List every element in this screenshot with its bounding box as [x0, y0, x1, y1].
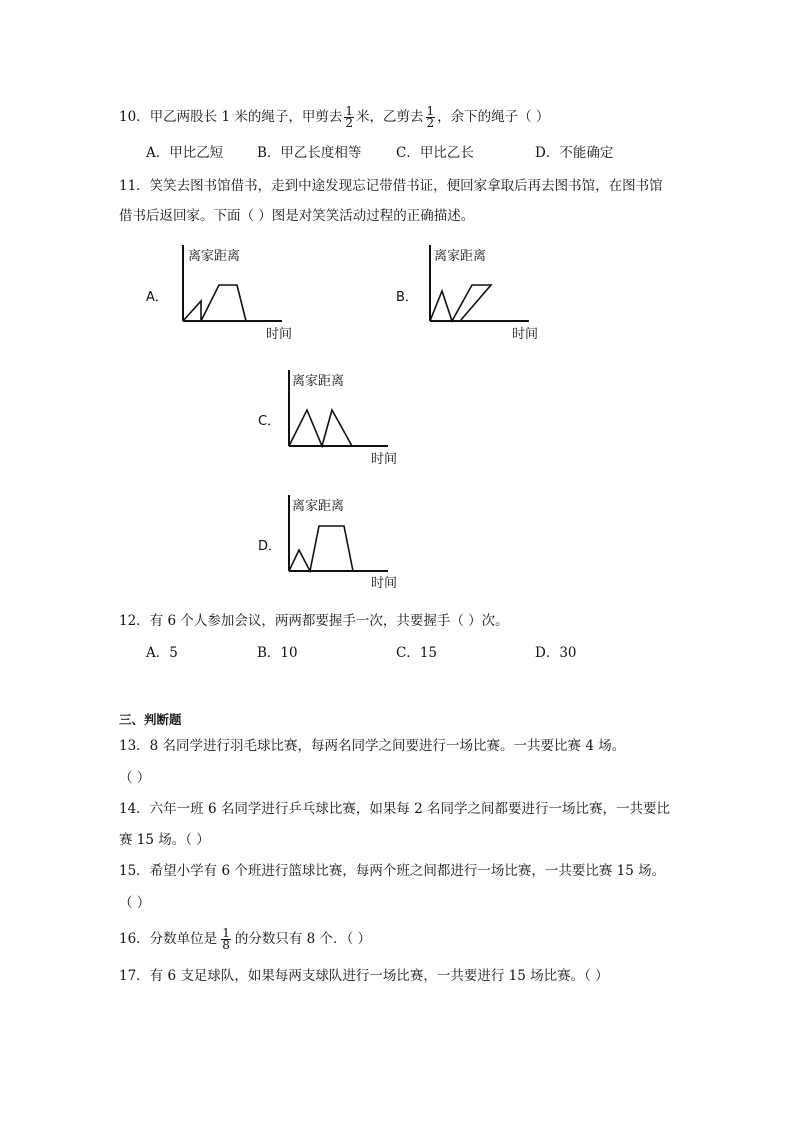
q16-suffix[interactable]: 的分数只有 8 个．（ ）: [234, 931, 372, 947]
graph-b-line: [430, 285, 491, 321]
q15-line-1: 15．希望小学有 6 个班进行篮球比赛，每两个班之间都进行一场比赛，一共要比赛 15 场。: [119, 863, 666, 879]
graph-d-letter[interactable]: D．: [258, 539, 282, 554]
graph-c-xlabel: 时间: [371, 452, 398, 467]
question-16: [119, 928, 371, 951]
q15-answer-blank[interactable]: （ ）: [119, 895, 151, 911]
q10-suffix: ，余下的绳子（ ）: [437, 109, 550, 125]
graph-d: [288, 495, 390, 573]
q12-option-b[interactable]: B．10: [257, 645, 298, 661]
graph-a-line: [183, 285, 246, 321]
q10-option-a[interactable]: A．甲比乙短: [146, 145, 224, 161]
q10-option-d[interactable]: D．不能确定: [535, 145, 614, 161]
graph-b: [429, 245, 531, 323]
question-10: [119, 106, 549, 129]
graph-d-ylabel: 离家距离: [292, 499, 345, 514]
q14-line-2[interactable]: 赛 15 场。（ ）: [119, 832, 210, 848]
graph-a-letter[interactable]: A．: [146, 290, 168, 305]
q14-line-1: 14．六年一班 6 名同学进行乒乓球比赛，如果每 2 名同学之间都要进行一场比赛，一共要比: [119, 801, 671, 817]
q10-option-b[interactable]: B．甲乙长度相等: [257, 145, 362, 161]
graph-c-letter[interactable]: C．: [258, 414, 281, 429]
graph-d-xlabel: 时间: [371, 576, 398, 591]
q12-option-d[interactable]: D．30: [535, 645, 577, 661]
graph-b-letter[interactable]: B．: [396, 290, 418, 305]
q10-prefix: 10．甲乙两股长 1 米的绳子，甲剪去: [119, 109, 343, 125]
q10-mid: 米，乙剪去: [356, 109, 424, 125]
q12-option-a[interactable]: A．5: [146, 645, 178, 661]
graph-d-line: [289, 526, 353, 571]
graph-c: [288, 370, 390, 448]
fraction-one-half: $\frac{1}{2}$: [345, 104, 353, 130]
fraction-one-eighth: $\frac{1}{8}$: [222, 926, 230, 952]
graph-a-xlabel: 时间: [266, 327, 293, 342]
fraction-one-half-2: $\frac{1}{2}$: [426, 104, 435, 130]
q13-answer-blank[interactable]: （ ）: [119, 770, 151, 786]
q13-line-1: 13．8 名同学进行羽毛球比赛，每两名同学之间要进行一场比赛。一共要比赛 4 场。: [119, 738, 626, 754]
q12-option-c[interactable]: C．15: [396, 645, 438, 661]
graph-b-xlabel: 时间: [512, 327, 539, 342]
graph-a-ylabel: 离家距离: [188, 249, 241, 264]
q10-option-c[interactable]: C．甲比乙长: [396, 145, 474, 161]
graph-a: [182, 245, 284, 323]
section-heading: 三、判断题: [119, 712, 182, 727]
graph-c-line: [289, 410, 352, 446]
graph-c-ylabel: 离家距离: [292, 374, 345, 389]
q11-line-1: 11．笑笑去图书馆借书，走到中途发现忘记带借书证，便回家拿取后再去图书馆，在图书馆: [119, 178, 663, 194]
graph-b-ylabel: 离家距离: [434, 249, 487, 264]
q11-line-2: 借书后返回家。下面（ ）图是对笑笑活动过程的正确描述。: [119, 208, 475, 224]
q12-text: 12．有 6 个人参加会议，两两都要握手一次，共要握手（ ）次。: [119, 613, 509, 629]
q17-text[interactable]: 17．有 6 支足球队，如果每两支球队进行一场比赛，一共要进行 15 场比赛。（ ）: [119, 968, 609, 984]
q16-prefix: 16．分数单位是: [119, 931, 218, 947]
